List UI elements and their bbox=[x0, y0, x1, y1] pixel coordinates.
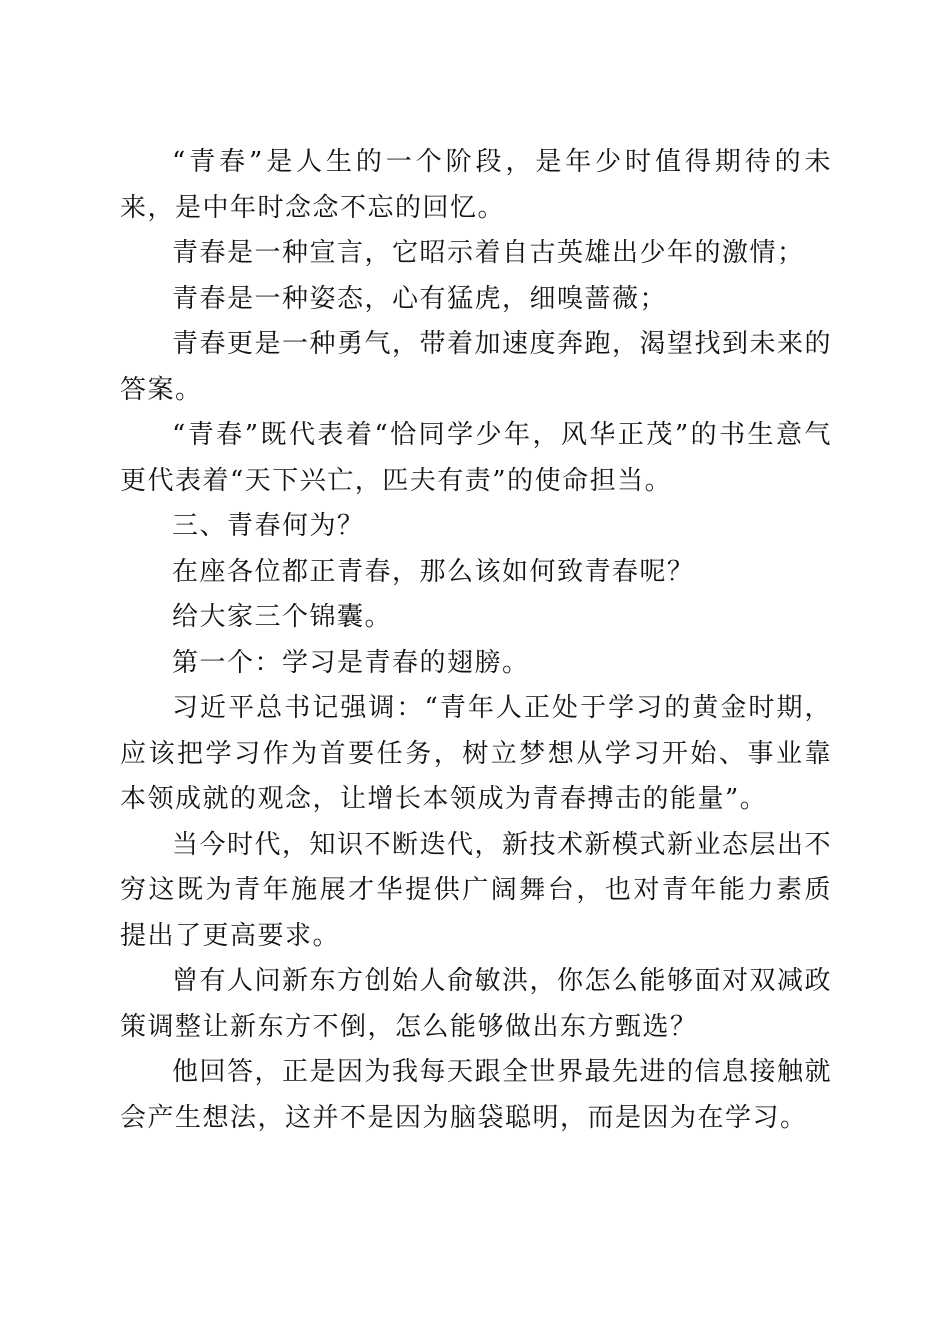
paragraph-youth-declaration: 青春是一种宣言，它昭示着自古英雄出少年的激情； bbox=[172, 238, 805, 268]
paragraph-youth-mission: “青春”既代表着“恰同学少年，风华正茂”的书生意气更代表着“天下兴亡，匹夫有责”的使命担当。 bbox=[120, 420, 832, 496]
paragraph-question: 在座各位都正青春，那么该如何致青春呢？ bbox=[172, 556, 695, 587]
section-heading-three: 三、青春何为？ bbox=[172, 511, 365, 541]
paragraph-era: 当今时代，知识不断迭代，新技术新模式新业态层出不穷这既为青年施展才华提供广阔舞台，也对青年能力素质提出了更高要求。 bbox=[120, 829, 833, 951]
paragraph-question-yu: 曾有人问新东方创始人俞敏洪，你怎么能够面对双减政策调整让新东方不倒，怎么能够做出东方甄选？ bbox=[120, 966, 833, 1042]
paragraph-youth-courage: 青春更是一种勇气，带着加速度奔跑，渴望找到未来的答案。 bbox=[120, 329, 833, 405]
paragraph-youth-definition: “青春”是人生的一个阶段，是年少时值得期待的未来，是中年时念念不忘的回忆。 bbox=[120, 147, 832, 223]
paragraph-youth-attitude: 青春是一种姿态，心有猛虎，细嗅蔷薇； bbox=[172, 283, 668, 314]
document-page bbox=[120, 140, 832, 1141]
paragraph-three-tips: 给大家三个锦囊。 bbox=[172, 602, 393, 632]
paragraph-quote: 习近平总书记强调：“青年人正处于学习的黄金时期，应该把学习作为首要任务，树立梦想从学习开始、事业靠本领成就的观念，让增长本领成为青春搏击的能量”。 bbox=[120, 693, 832, 814]
subheading-first-tip: 第一个：学习是青春的翅膀。 bbox=[172, 647, 530, 678]
paragraph-answer-yu: 他回答，正是因为我每天跟全世界最先进的信息接触就会产生想法，这并不是因为脑袋聪明，而是因为在学习。 bbox=[120, 1057, 833, 1133]
